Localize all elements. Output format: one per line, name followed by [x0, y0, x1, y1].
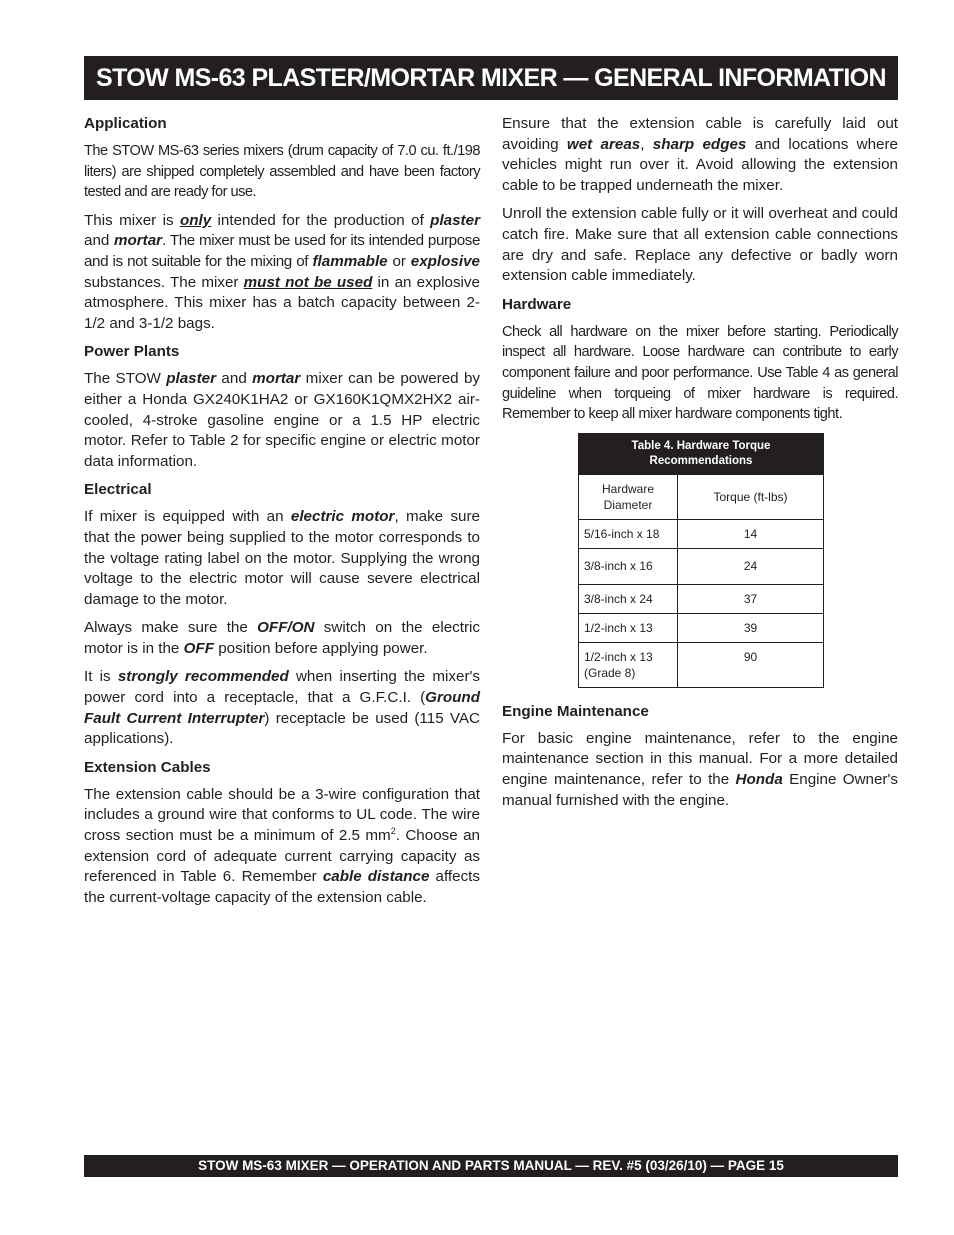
text-run: The extension cable should be a 3-wire configuration that includes a ground wire that conforms to UL code. The wire cross section must be a minimum of 2.5 mm	[84, 785, 480, 845]
right-column	[502, 114, 898, 819]
text-run: , make sure that the power being supplied to the motor corresponds to the voltage rating label on the motor. Supplying the wrong voltage to the electric motor will cause severe electrical damage to the motor.	[84, 508, 480, 608]
electrical-paragraph-1	[84, 507, 480, 610]
text-run: Ensure that the extension cable is carefully laid out avoiding	[502, 115, 898, 153]
text-run: position before applying power.	[213, 639, 428, 657]
text-run: This mixer is	[84, 211, 180, 229]
torque-cell: 14	[678, 519, 824, 548]
table-row	[579, 548, 824, 584]
emphasis-plaster: plaster	[430, 211, 480, 229]
application-paragraph-2	[84, 211, 480, 335]
text-run: The STOW	[84, 370, 167, 388]
application-heading: Application	[84, 115, 167, 132]
text-run: switch on the electric motor is in the	[84, 619, 480, 657]
emphasis-flammable: flammable	[312, 252, 388, 270]
table-row	[579, 613, 824, 642]
emphasis-mortar: mortar	[113, 232, 163, 250]
text-run: or	[387, 252, 411, 270]
page-title: STOW MS-63 PLASTER/MORTAR MIXER — GENERAL INFORMATION	[84, 56, 898, 100]
extension-paragraph-2	[502, 114, 898, 196]
emphasis-off: OFF	[183, 639, 214, 657]
text-run: For basic engine maintenance, refer to the engine maintenance section in this manual. For a more detailed engine maintenance, refer to the	[502, 729, 898, 788]
torque-cell: 24	[678, 548, 824, 584]
emphasis-sharp-edges: sharp edges	[652, 135, 747, 153]
table-title: Table 4. Hardware Torque Recommendations	[579, 433, 824, 474]
torque-cell: 90	[678, 642, 824, 687]
text-run: in an explosive atmosphere. This mixer has a batch capacity between 2-1/2 and 3-1/2 bags.	[84, 273, 480, 332]
emphasis-plaster: plaster	[166, 370, 217, 388]
size-cell: 1/2-inch x 13	[579, 613, 678, 642]
text-run: and locations where vehicles might run over it. Avoid allowing the extension cable to be trapped underneath the mixer.	[502, 135, 898, 194]
emphasis-cable-distance: cable distance	[322, 868, 430, 886]
extension-paragraph-1	[84, 785, 480, 909]
text-run: affects the current-voltage capacity of the extension cable.	[84, 868, 480, 906]
text-run: Engine Owner's manual furnished with the engine.	[502, 770, 898, 809]
engine-maintenance-heading: Engine Maintenance	[502, 702, 649, 720]
text-run: when inserting the mixer's power cord into a receptacle, that a G.F.C.I. (	[84, 668, 480, 707]
superscript: 2	[390, 825, 396, 836]
table-row	[579, 519, 824, 548]
electrical-heading: Electrical	[84, 481, 152, 499]
power-plants-heading: Power Plants	[84, 343, 180, 361]
engine-maintenance-paragraph	[502, 729, 898, 811]
hardware-paragraph: Check all hardware on the mixer before starting. Periodically inspect all hardware. Loose hardware can contribute to early component failure and poor performance. Use Table 4 as general guideline when torqueing of mixer hardware is required. Remember to keep all mixer hardware components tight.	[502, 323, 898, 423]
text-run: ,	[640, 135, 653, 153]
torque-table-wrapper	[578, 433, 824, 688]
extension-paragraph-3: Unroll the extension cable fully or it will overheat and could catch fire. Make sure that all extension cable connections are dry and safe. Replace any defective or badly worn extension cable immediately.	[502, 205, 898, 285]
table-row	[579, 642, 824, 687]
text-run: intended for the production of	[211, 211, 431, 229]
text-run: mixer can be powered by either a Honda GX240K1HA2 or GX160K1QMX2HX2 air-cooled, 4-stroke gasoline engine or a 1.5 HP electric motor. Refer to Table 2 for specific engine or electric motor data information.	[84, 370, 481, 470]
electrical-paragraph-3	[84, 667, 480, 749]
size-cell: 3/8-inch x 16	[579, 548, 678, 584]
text-run: . The mixer must be used for its intended purpose and is not suitable for the mixing of	[84, 232, 480, 270]
column-header-diameter: Hardware Diameter	[579, 474, 678, 519]
text-run: ) receptacle be used (115 VAC applications).	[84, 709, 480, 748]
electrical-paragraph-2	[84, 618, 480, 659]
power-plants-paragraph	[84, 369, 480, 472]
left-column	[84, 114, 480, 916]
emphasis-only: only	[179, 211, 212, 229]
emphasis-honda: Honda	[735, 770, 783, 788]
text-run: Always make sure the	[84, 619, 258, 637]
emphasis-gfci: Ground Fault Current Interrupter	[84, 689, 480, 727]
size-cell: 5/16-inch x 18	[579, 519, 678, 548]
torque-cell: 37	[678, 584, 824, 613]
hardware-torque-table	[578, 433, 824, 688]
emphasis-strongly-recommended: strongly recommended	[117, 668, 289, 686]
text-run: . Choose an extension cord of adequate current carrying capacity as referenced in Table 6. Remember	[84, 827, 480, 886]
column-header-torque: Torque (ft-lbs)	[678, 474, 824, 519]
text-run: substances. The mixer	[84, 273, 244, 291]
application-paragraph-1: The STOW MS-63 series mixers (drum capacity of 7.0 cu. ft./198 liters) are shipped completely assembled and have been factory tested and are ready for use.	[84, 143, 480, 201]
table-row	[579, 584, 824, 613]
emphasis-mortar: mortar	[252, 370, 301, 388]
text-run: If mixer is equipped with an	[84, 508, 291, 526]
emphasis-electric-motor: electric motor	[290, 508, 395, 526]
torque-cell: 39	[678, 613, 824, 642]
size-cell: 3/8-inch x 24	[579, 584, 678, 613]
size-cell: 1/2-inch x 13 (Grade 8)	[579, 642, 678, 687]
text-run: It is	[84, 668, 118, 686]
extension-cables-heading: Extension Cables	[84, 758, 211, 776]
text-run: and	[216, 370, 253, 388]
emphasis-off-on: OFF/ON	[257, 619, 315, 637]
emphasis-wet-areas: wet areas	[566, 135, 641, 153]
text-run: and	[84, 232, 114, 250]
hardware-heading: Hardware	[502, 295, 572, 313]
emphasis-explosive: explosive	[410, 252, 480, 270]
page-footer: STOW MS-63 MIXER — OPERATION AND PARTS MANUAL — REV. #5 (03/26/10) — PAGE 15	[84, 1155, 898, 1177]
emphasis-must-not-be-used: must not be used	[243, 273, 373, 291]
